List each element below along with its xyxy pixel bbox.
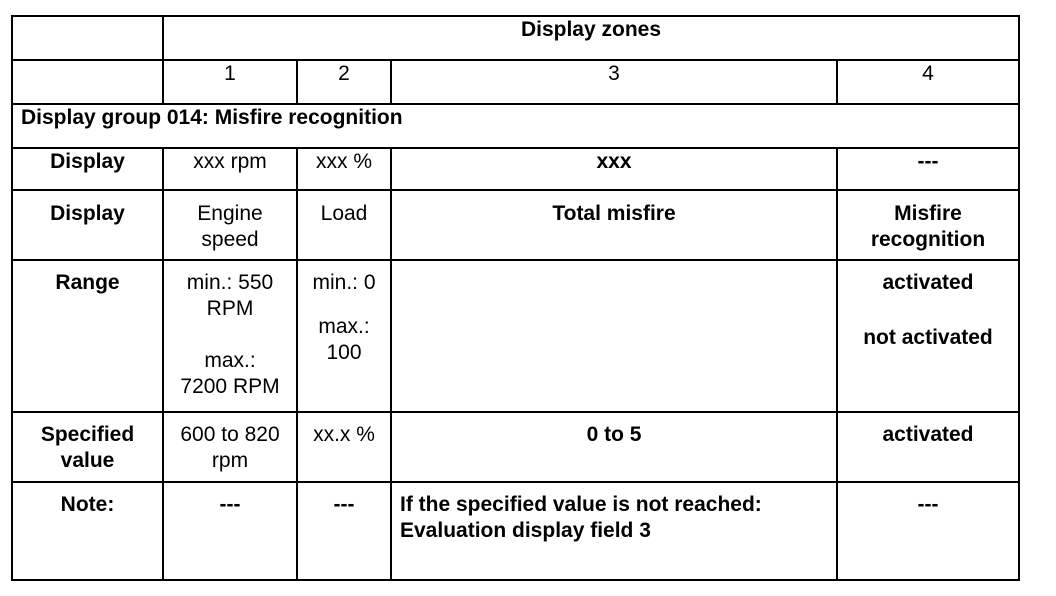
zone2-note: --- [297,482,391,580]
zone4-note: --- [837,482,1019,580]
zone3-note-line2: Evaluation display field 3 [400,519,651,542]
zone1-name-line1: Engine [197,202,263,225]
zone2-min: min.: 0 [312,271,376,294]
table-row [12,412,1019,482]
zone2-max-line2: 100 [326,341,362,364]
zone1-name [163,190,297,260]
specified-label-line1: Specified [40,423,135,446]
row-label-range: Range [12,260,163,412]
zone3-name: Total misfire [391,190,837,260]
zone3-range [391,260,837,412]
zone-number-3: 3 [391,60,837,104]
table-row [12,190,1019,260]
zone2-range [297,260,391,412]
row-label-note: Note: [12,482,163,580]
row-label-display-units: Display [12,148,163,190]
zone2-unit: xxx % [297,148,391,190]
zone-number-4: 4 [837,60,1019,104]
table-row [12,260,1019,412]
specified-label-line2: value [60,449,115,472]
table-row [12,482,1019,580]
zone4-range [837,260,1019,412]
zone1-note: --- [163,482,297,580]
zone3-unit: xxx [391,148,837,190]
zone3-note-line1: If the specified value is not reached: [400,493,762,516]
zone-number-row [12,60,1019,104]
row-label-specified [12,412,163,482]
display-group-table [11,15,1020,581]
zone1-specified [163,412,297,482]
display-zones-heading: Display zones [163,16,1019,60]
group-title: Display group 014: Misfire recognition [12,104,1019,148]
zone1-min-line1: min.: 550 [186,271,274,294]
row-label-display-names: Display [12,190,163,260]
zone1-unit: xxx rpm [163,148,297,190]
zone4-unit: --- [837,148,1019,190]
zone4-name-line1: Misfire [894,202,962,225]
zone4-specified: activated [837,412,1019,482]
zone3-specified: 0 to 5 [391,412,837,482]
zone1-max-line2: 7200 RPM [180,375,280,398]
zone4-name [837,190,1019,260]
zone-number-2: 2 [297,60,391,104]
zone4-range-activated: activated [882,271,974,294]
zone-number-1: 1 [163,60,297,104]
zone1-max-line1: max.: [204,349,256,372]
zone1-min-line2: RPM [206,297,254,320]
zone1-name-line2: speed [201,228,259,251]
zone3-note [391,482,837,580]
zone1-specified-line1: 600 to 820 [180,423,280,446]
table-row [12,148,1019,190]
zone-empty-cell [12,60,163,104]
table-header-row [12,16,1019,60]
zone1-range [163,260,297,412]
zone2-specified: xx.x % [297,412,391,482]
header-empty-cell [12,16,163,60]
zone2-max-line1: max.: [318,315,370,338]
zone4-range-not-activated: not activated [863,326,993,349]
group-title-row [12,104,1019,148]
zone1-specified-line2: rpm [211,449,249,472]
zone4-name-line2: recognition [870,228,986,251]
zone2-name: Load [297,190,391,260]
